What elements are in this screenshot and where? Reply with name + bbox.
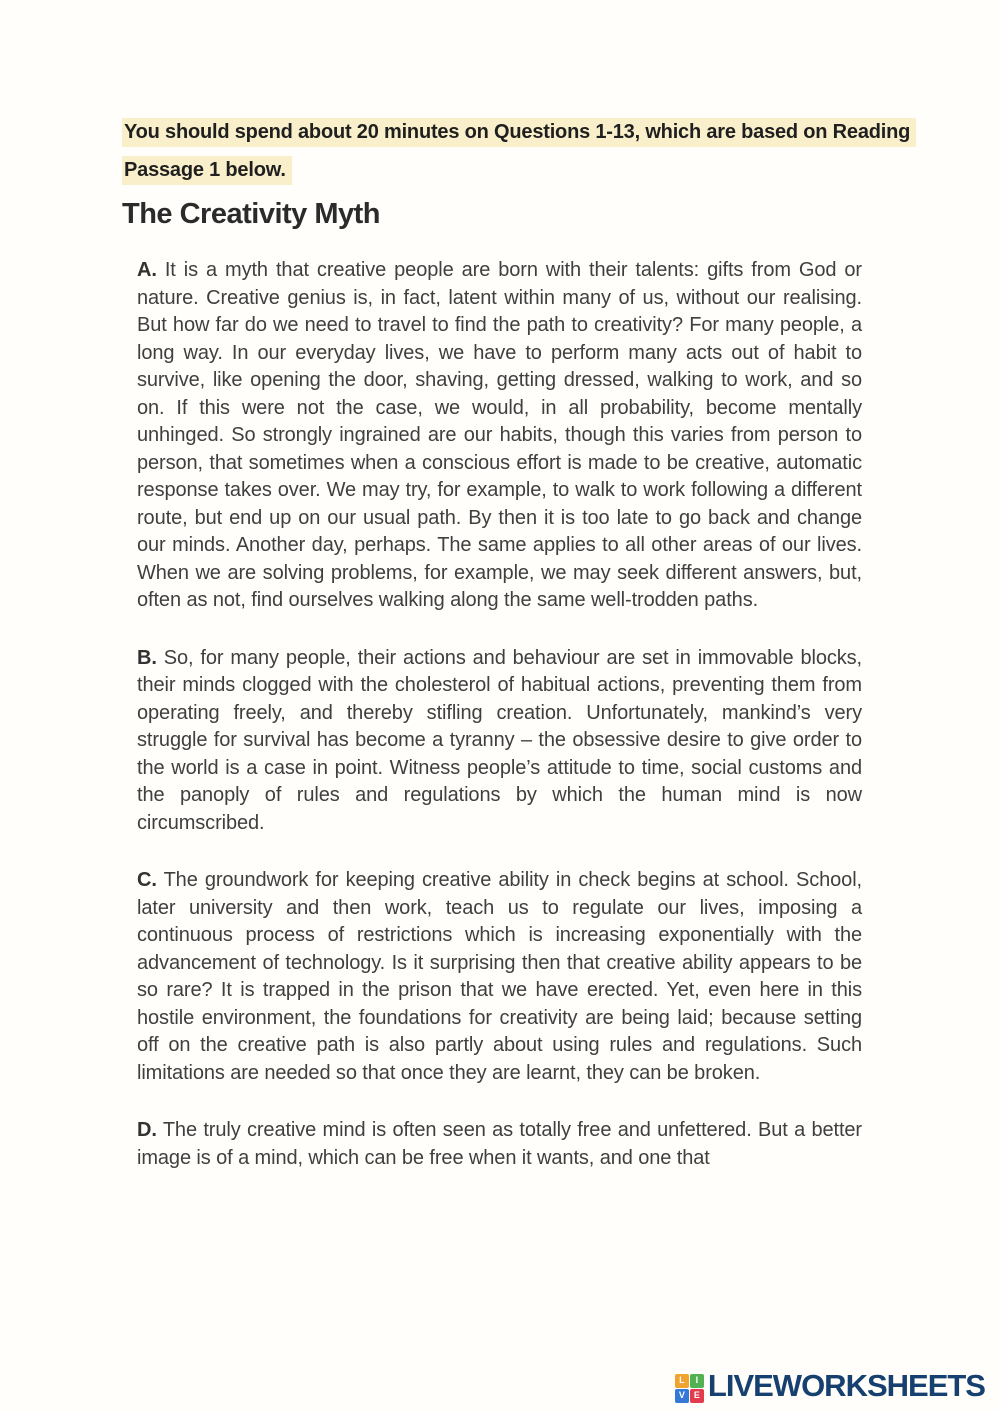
paragraph-a-text: It is a myth that creative people are born with their talents: gifts from God or nature. Creative genius is, in fact, latent within many of us, without our realising. But how far do we need to travel to find the path to creativity? For many people, a long way. In our everyday lives, we have to perform many acts out of habit to survive, like opening the door, shaving, getting dressed, walking to work, and so on. If this were not the case, we would, in all probability, become mentally unhinged. So strongly ingrained are our habits, though this varies from person to person, that sometimes when a conscious effort is made to be creative, automatic response takes over. We may try, for example, to walk to work following a different route, but end up on our usual path. By then it is too late to go back and change our minds. Another day, perhaps. The same applies to all other areas of our lives. When we are solving problems, for example, we may seek different answers, but, often as not, find ourselves walking along the same well-trodden paths. xyxy=(137,259,862,611)
paragraph-a-label: A. xyxy=(137,259,157,281)
paragraph-c-text: The groundwork for keeping creative ability in check begins at school. School, later university and then work, teach us to regulate our lives, imposing a continuous process of restrictions which is increasing exponentially with the advancement of technology. Is it surprising then that creative ability appears to be so rare? It is trapped in the prison that we have erected. Yet, even here in this hostile environment, the foundations for creativity are being laid; because setting off on the creative path is also partly about using rules and regulations. Such limitations are needed so that once they are learnt, they can be broken. xyxy=(137,869,862,1084)
page-title: The Creativity Myth xyxy=(122,198,380,230)
paragraph-b-text: So, for many people, their actions and behaviour are set in immovable blocks, their minds clogged with the cholesterol of habitual actions, preventing them from operating freely, and thereby stifling creation. Unfortunately, mankind’s very struggle for survival has become a tyranny – the obsessive desire to give order to the world is a case in point. Witness people’s attitude to time, social customs and the panoply of rules and regulations by which the human mind is now circumscribed. xyxy=(137,646,862,834)
instruction-text-highlighted: Passage 1 below. xyxy=(122,156,292,185)
paragraph-b-label: B. xyxy=(137,646,157,669)
worksheet-content xyxy=(122,118,934,1202)
liveworksheets-logo-icon xyxy=(675,1374,704,1403)
logo-tile-i: I xyxy=(690,1374,704,1388)
paragraph-d xyxy=(137,1117,862,1172)
paragraph-c-label: C. xyxy=(137,869,157,891)
reading-passage xyxy=(137,257,862,1172)
logo-tile-l: L xyxy=(675,1374,689,1388)
paragraph-c xyxy=(137,867,862,1087)
logo-tile-e: E xyxy=(690,1389,704,1403)
paragraph-a xyxy=(137,257,862,615)
logo-tile-v: V xyxy=(675,1389,689,1403)
instruction-line-1 xyxy=(122,118,934,148)
paragraph-d-label: D. xyxy=(137,1119,157,1141)
paragraph-b xyxy=(137,645,862,838)
liveworksheets-wordmark: LIVEWORKSHEETS xyxy=(707,1368,985,1403)
instruction-text-highlighted: You should spend about 20 minutes on Questions 1-13, which are based on Reading xyxy=(122,118,916,147)
instruction-block xyxy=(122,118,934,186)
liveworksheets-logo[interactable] xyxy=(675,1368,985,1404)
instruction-line-2 xyxy=(122,156,934,186)
paragraph-d-text: The truly creative mind is often seen as totally free and unfettered. But a better image is of a mind, which can be free when it wants, and one that xyxy=(137,1119,862,1169)
